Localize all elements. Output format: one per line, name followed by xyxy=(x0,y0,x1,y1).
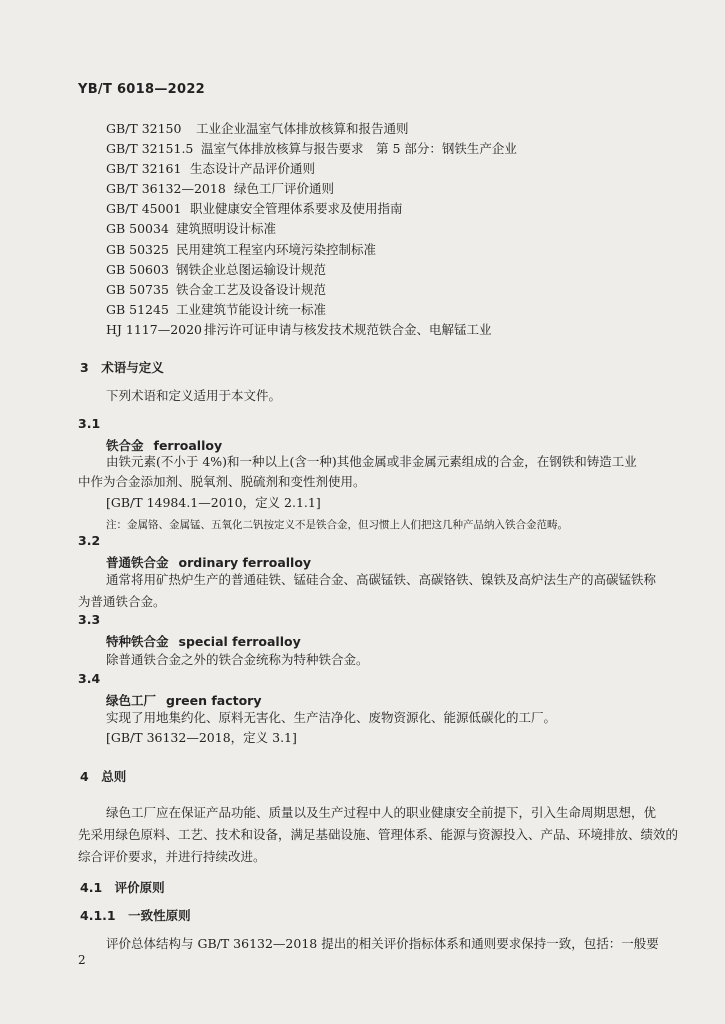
section-3-heading: 3 术语与定义 xyxy=(80,360,164,375)
term-3-1-note: 注：金属铬、金属锰、五氧化二钒按定义不是铁合金，但习惯上人们把这几种产品纳入铁合金范畴。 xyxy=(106,519,568,531)
term-3-2-definition-cont: 为普通铁合金。 xyxy=(78,594,166,609)
reference-item: GB 50603 钢铁企业总图运输设计规范 xyxy=(106,262,327,277)
term-3-4-number: 3.4 xyxy=(78,671,101,686)
subsection-4-1-1-heading: 4.1.1 一致性原则 xyxy=(80,908,191,923)
reference-item: GB 50034 建筑照明设计标准 xyxy=(106,221,277,236)
page-number: 2 xyxy=(78,953,86,967)
reference-item: GB/T 32151.5 温室气体排放核算与报告要求 第 5 部分：钢铁生产企业 xyxy=(106,141,517,156)
term-3-3-definition: 除普通铁合金之外的铁合金统称为特种铁合金。 xyxy=(106,652,369,667)
standard-number-header: YB/T 6018—2022 xyxy=(78,82,206,97)
reference-item: GB/T 45001 职业健康安全管理体系要求及使用指南 xyxy=(106,201,403,216)
term-3-2-number: 3.2 xyxy=(78,533,101,548)
reference-item: GB 50325 民用建筑工程室内环境污染控制标准 xyxy=(106,242,377,257)
term-3-3-title: 特种铁合金 special ferroalloy xyxy=(106,634,301,649)
reference-item: GB 51245 工业建筑节能设计统一标准 xyxy=(106,302,327,317)
term-3-1-definition-cont: 中作为合金添加剂、脱氧剂、脱硫剂和变性剂使用。 xyxy=(78,474,366,489)
reference-item: GB 50735 铁合金工艺及设备设计规范 xyxy=(106,282,327,297)
term-3-1-definition: 由铁元素(不小于 4%)和一种以上(含一种)其他金属或非金属元素组成的合金，在钢铁和铸造工业 xyxy=(106,454,637,469)
term-3-3-number: 3.3 xyxy=(78,612,101,627)
term-3-4-title: 绿色工厂 green factory xyxy=(106,693,262,708)
reference-item: GB/T 32161 生态设计产品评价通则 xyxy=(106,161,316,176)
term-3-4-source: [GB/T 36132—2018，定义 3.1] xyxy=(106,730,297,745)
subsection-4-1-1-paragraph: 评价总体结构与 GB/T 36132—2018 提出的相关评价指标体系和通则要求保持一致，包括：一般要 xyxy=(106,936,659,951)
term-3-1-title: 铁合金 ferroalloy xyxy=(106,438,223,453)
term-3-2-definition: 通常将用矿热炉生产的普通硅铁、锰硅合金、高碳锰铁、高碳铬铁、镍铁及高炉法生产的高碳锰铁称 xyxy=(106,572,657,587)
term-3-2-title: 普通铁合金 ordinary ferroalloy xyxy=(106,555,312,570)
reference-item: GB/T 32150 工业企业温室气体排放核算和报告通则 xyxy=(106,121,409,136)
section-4-heading: 4 总则 xyxy=(80,769,127,784)
reference-item: GB/T 36132—2018 绿色工厂评价通则 xyxy=(106,181,335,196)
section-4-paragraph: 绿色工厂应在保证产品功能、质量以及生产过程中人的职业健康安全前提下，引入生命周期思想，优 xyxy=(106,805,657,820)
reference-item: HJ 1117—2020 排污许可证申请与核发技术规范铁合金、电解锰工业 xyxy=(106,322,492,337)
term-3-4-definition: 实现了用地集约化、原料无害化、生产洁净化、废物资源化、能源低碳化的工厂。 xyxy=(106,710,557,725)
section-4-paragraph-cont: 先采用绿色原料、工艺、技术和设备，满足基础设施、管理体系、能源与资源投入、产品、环境排放、绩效的 xyxy=(78,827,679,842)
section-4-paragraph-cont: 综合评价要求，并进行持续改进。 xyxy=(78,849,266,864)
section-3-intro: 下列术语和定义适用于本文件。 xyxy=(106,388,282,403)
subsection-4-1-heading: 4.1 评价原则 xyxy=(80,880,165,895)
term-3-1-source: [GB/T 14984.1—2010，定义 2.1.1] xyxy=(106,495,321,510)
term-3-1-number: 3.1 xyxy=(78,416,101,431)
